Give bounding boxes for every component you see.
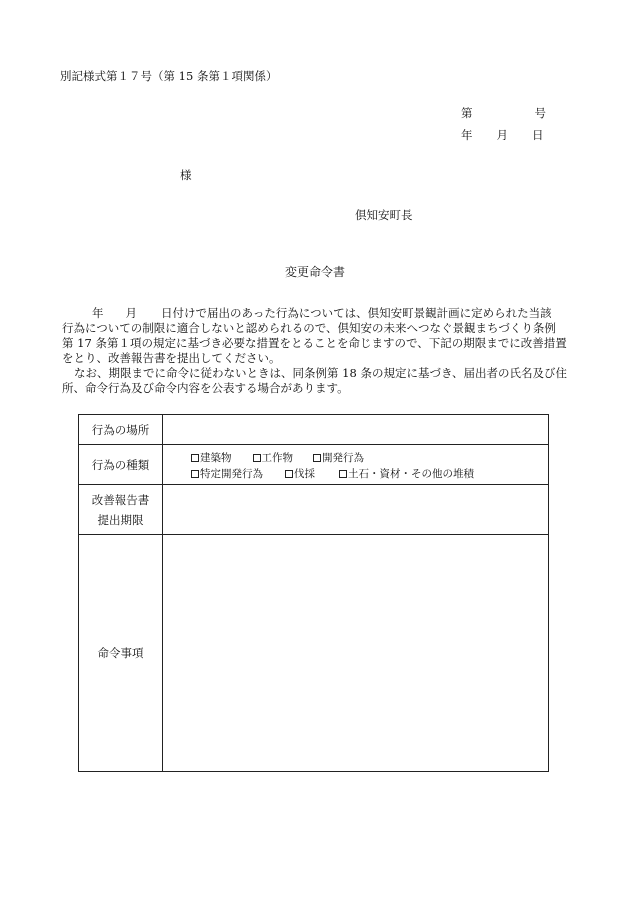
order-form-table bbox=[78, 414, 549, 772]
document-title: 変更命令書 bbox=[284, 265, 345, 279]
checkbox-icon bbox=[191, 454, 199, 462]
body-line-4: をとり、改善報告書を提出してください。 bbox=[62, 351, 281, 365]
document-number-line bbox=[461, 105, 546, 121]
date-line bbox=[461, 127, 544, 143]
checkbox-structure[interactable]: 工作物 bbox=[253, 450, 294, 465]
row-place bbox=[79, 415, 548, 445]
place-value[interactable] bbox=[163, 415, 548, 444]
checkbox-icon bbox=[339, 470, 347, 478]
checkbox-building[interactable]: 建築物 bbox=[191, 450, 232, 465]
checkbox-development[interactable]: 開発行為 bbox=[313, 450, 364, 465]
order-value[interactable] bbox=[163, 535, 548, 771]
kind-options-row-2 bbox=[191, 466, 474, 481]
place-label: 行為の場所 bbox=[79, 415, 163, 444]
body-line-3: 第 17 条第１項の規定に基づき必要な措置をとることを命じますので、下記の期限までに改善措置 bbox=[62, 336, 567, 350]
checkbox-icon bbox=[313, 454, 321, 462]
kind-label: 行為の種類 bbox=[79, 445, 163, 484]
deadline-value[interactable] bbox=[163, 485, 548, 534]
deadline-label-line-1: 改善報告書 bbox=[91, 492, 150, 507]
order-label: 命令事項 bbox=[79, 535, 163, 771]
body-line-2: 行為についての制限に適合しないと認められるので、倶知安の未来へつなぐ景観まちづくり条例 bbox=[62, 321, 556, 335]
number-prefix: 第 bbox=[461, 106, 473, 120]
checkbox-icon bbox=[285, 470, 293, 478]
checkbox-icon bbox=[191, 470, 199, 478]
checkbox-logging[interactable]: 伐採 bbox=[285, 466, 315, 481]
body-line-1: 年 月 日付けで届出のあった行為については、倶知安町景観計画に定められた当該 bbox=[92, 306, 552, 320]
form-identifier: 別記様式第１７号（第 15 条第１項関係） bbox=[60, 69, 278, 83]
addressee-suffix: 様 bbox=[180, 168, 192, 182]
row-deadline bbox=[79, 485, 548, 535]
row-order bbox=[79, 535, 548, 771]
date-day: 日 bbox=[532, 128, 544, 142]
checkbox-icon bbox=[253, 454, 261, 462]
number-suffix: 号 bbox=[534, 106, 546, 120]
checkbox-soil-piling[interactable]: 土石・資材・その他の堆積 bbox=[339, 466, 474, 481]
body-line-6: 所、命令行為及び命令内容を公表する場合があります。 bbox=[62, 381, 349, 395]
deadline-label bbox=[79, 485, 163, 534]
date-month: 月 bbox=[496, 128, 508, 142]
kind-value bbox=[163, 445, 548, 484]
row-kind bbox=[79, 445, 548, 485]
body-paragraph bbox=[62, 306, 567, 396]
issuer-name: 倶知安町長 bbox=[355, 208, 413, 222]
kind-options-row-1 bbox=[191, 450, 364, 465]
checkbox-specific-development[interactable]: 特定開発行為 bbox=[191, 466, 263, 481]
date-year: 年 bbox=[461, 128, 473, 142]
body-line-5: なお、期限までに命令に従わないときは、同条例第 18 条の規定に基づき、届出者の氏名及び住 bbox=[74, 366, 567, 380]
deadline-label-line-2: 提出期限 bbox=[97, 512, 144, 527]
